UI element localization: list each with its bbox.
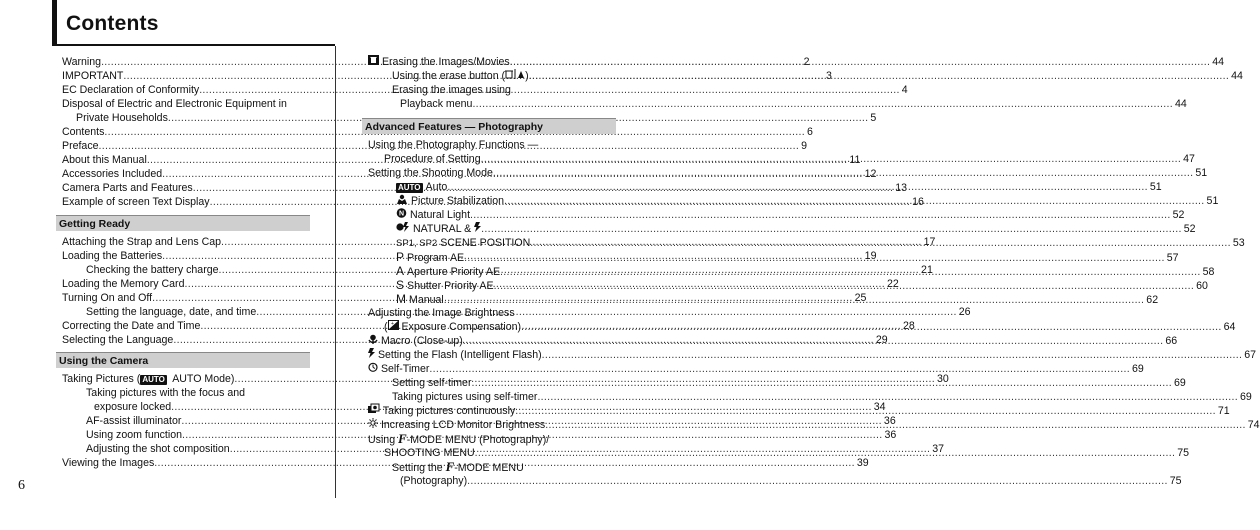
toc-entry-photography[interactable]: (Photography) ..... 75 xyxy=(400,474,616,488)
s-mode-icon: S xyxy=(396,278,405,292)
toc-entry-exposure-locked[interactable]: exposure locked ..... 34 xyxy=(94,400,310,414)
toc-entry-accessories[interactable]: Accessories Included ..... 12 xyxy=(62,167,310,181)
toc-entry-private-households[interactable]: Private Households ..... 5 xyxy=(76,111,310,125)
p-mode-icon: P xyxy=(396,250,405,264)
header-rule xyxy=(52,44,335,46)
toc-entry-picture-stabilization[interactable]: Picture Stabilization ..... 51 xyxy=(396,194,616,208)
toc-entry-photo-functions[interactable]: Using the Photography Functions — xyxy=(368,139,539,151)
toc-entry-continuous[interactable]: Taking pictures continuously ..... 71 xyxy=(368,404,616,418)
natural-flash-icon xyxy=(396,222,410,236)
toc-entry-image-brightness[interactable]: Adjusting the Image Brightness xyxy=(368,307,515,319)
svg-text:+: + xyxy=(390,321,394,327)
auto-mode-icon: AUTO xyxy=(398,183,421,192)
toc-entry-manual[interactable]: M Manual ..... 62 xyxy=(396,292,616,306)
continuous-shooting-icon xyxy=(368,404,380,418)
toc-entry-memory-card[interactable]: Loading the Memory Card ..... 22 xyxy=(62,277,310,291)
toc-entry-using-self-timer[interactable]: Taking pictures using self-timer ..... 69 xyxy=(392,390,616,404)
page-title: Contents xyxy=(66,12,159,35)
toc-entry-battery-charge[interactable]: Checking the battery charge ..... 21 xyxy=(86,263,310,277)
a-mode-icon: A xyxy=(396,264,405,278)
auto-mode-icon: AUTO xyxy=(142,375,165,384)
toc-entry-composition[interactable]: Adjusting the shot composition ..... 37 xyxy=(86,442,310,456)
toc-entry-auto[interactable]: AUTO Auto ..... 51 xyxy=(396,180,616,194)
toc-entry-program-ae[interactable]: P Program AE ..... 57 xyxy=(396,250,616,264)
brightness-icon xyxy=(368,418,378,432)
toc-entry-taking-pictures[interactable]: Taking Pictures ( AUTO AUTO Mode) ..... 30 xyxy=(62,372,310,386)
page-number: 6 xyxy=(18,478,25,493)
toc-entry-shooting-mode[interactable]: Setting the Shooting Mode ..... 51 xyxy=(368,166,616,180)
f-mode-icon: F xyxy=(398,431,407,446)
toc-entry-macro[interactable]: Macro (Close-up) ..... 66 xyxy=(368,334,616,348)
f-mode-icon: F xyxy=(445,459,455,474)
toc-entry-erase-button[interactable]: Using the erase button ( ) ..... 44 xyxy=(392,69,616,83)
section-heading-using-camera: Using the Camera xyxy=(56,352,310,368)
toc-entry-procedure[interactable]: Procedure of Setting ..... 47 xyxy=(384,152,616,166)
toc-entry-erasing-images[interactable]: Erasing the Images/Movies ..... 44 xyxy=(368,55,616,69)
section-heading-getting-ready: Getting Ready xyxy=(56,215,310,231)
toc-entry-language-date-time[interactable]: Setting the language, date, and time ..... 26 xyxy=(86,305,310,319)
toc-entry-shooting-menu[interactable]: SHOOTING MENU ..... 75 xyxy=(384,446,616,460)
toc-entry-preface[interactable]: Preface ..... 9 xyxy=(62,139,310,153)
toc-entry-setting-self-timer[interactable]: Setting self-timer ..... 69 xyxy=(392,376,616,390)
toc-entry-aperture-priority[interactable]: A Aperture Priority AE ..... 58 xyxy=(396,264,616,278)
self-timer-icon xyxy=(368,362,378,376)
toc-entry-viewing-images[interactable]: Viewing the Images ..... 39 xyxy=(62,456,310,470)
flash-icon xyxy=(474,222,481,236)
trash-up-icon xyxy=(505,69,525,83)
erase-icon xyxy=(368,55,379,69)
header-bar xyxy=(52,0,57,46)
toc-entry-turning-on[interactable]: Turning On and Off ..... 25 xyxy=(62,291,310,305)
toc-entry-strap[interactable]: Attaching the Strap and Lens Cap ..... 17 xyxy=(62,235,310,249)
svg-text:N: N xyxy=(398,210,405,218)
toc-entry-f-mode-menu[interactable]: Using F-MODE MENU (Photography)/ xyxy=(368,431,550,446)
toc-entry-contents[interactable]: Contents ..... 6 xyxy=(62,125,310,139)
toc-entry-setting-f-mode[interactable]: Setting the F-MODE MENU xyxy=(392,459,524,474)
toc-entry-self-timer[interactable]: Self-Timer ..... 69 xyxy=(368,362,616,376)
toc-entry-warning[interactable]: Warning ..... 2 xyxy=(62,55,310,69)
toc-entry-playback-menu[interactable]: Playback menu ..... 44 xyxy=(400,97,616,111)
toc-entry-lcd-brightness[interactable]: Increasing LCD Monitor Brightness ..... 74 xyxy=(368,418,616,432)
toc-entry-important[interactable]: IMPORTANT ..... 3 xyxy=(62,69,310,83)
toc-entry-flash[interactable]: Setting the Flash (Intelligent Flash) ..... 67 xyxy=(368,348,616,362)
toc-entry-natural-flash[interactable]: NATURAL & ..... 52 xyxy=(396,222,616,236)
toc-entry-zoom[interactable]: Using zoom function ..... 36 xyxy=(86,428,310,442)
toc-entry-correcting-date[interactable]: Correcting the Date and Time ..... 28 xyxy=(62,319,310,333)
toc-entry-camera-parts[interactable]: Camera Parts and Features ..... 13 xyxy=(62,181,310,195)
section-heading-advanced: Advanced Features — Photography xyxy=(362,118,616,134)
flash-icon xyxy=(368,348,375,362)
toc-entry-exposure-compensation[interactable]: ( + Exposure Compensation) ..... 64 xyxy=(384,320,616,334)
exposure-compensation-icon xyxy=(388,320,399,334)
toc-entry-selecting-language[interactable]: Selecting the Language ..... 29 xyxy=(62,333,310,347)
m-mode-icon: M xyxy=(396,292,406,306)
macro-icon xyxy=(368,334,378,348)
picture-stabilization-icon xyxy=(396,194,408,208)
toc-entry-disposal[interactable]: Disposal of Electric and Electronic Equipment in xyxy=(62,98,287,110)
toc-entry-erasing-using[interactable]: Erasing the images using xyxy=(392,84,511,96)
toc-entry-batteries[interactable]: Loading the Batteries ..... 19 xyxy=(62,249,310,263)
toc-entry-scene-position[interactable]: SP1, SP2 SCENE POSITION ..... 53 xyxy=(396,236,616,250)
toc-entry-shutter-priority[interactable]: S Shutter Priority AE ..... 60 xyxy=(396,278,616,292)
toc-entry-screen-text[interactable]: Example of screen Text Display ..... 16 xyxy=(62,195,310,209)
sp-mode-icon: SP1, SP2 xyxy=(396,238,438,249)
toc-entry-ec-declaration[interactable]: EC Declaration of Conformity ..... 4 xyxy=(62,83,310,97)
toc-entry-af-assist[interactable]: AF-assist illuminator ..... 36 xyxy=(86,414,310,428)
natural-light-icon xyxy=(396,208,407,222)
toc-entry-natural-light[interactable]: N Natural Light ..... 52 xyxy=(396,208,616,222)
toc-entry-about-manual[interactable]: About this Manual ..... 11 xyxy=(62,153,310,167)
toc-entry-focus-locked[interactable]: Taking pictures with the focus and xyxy=(86,387,245,399)
